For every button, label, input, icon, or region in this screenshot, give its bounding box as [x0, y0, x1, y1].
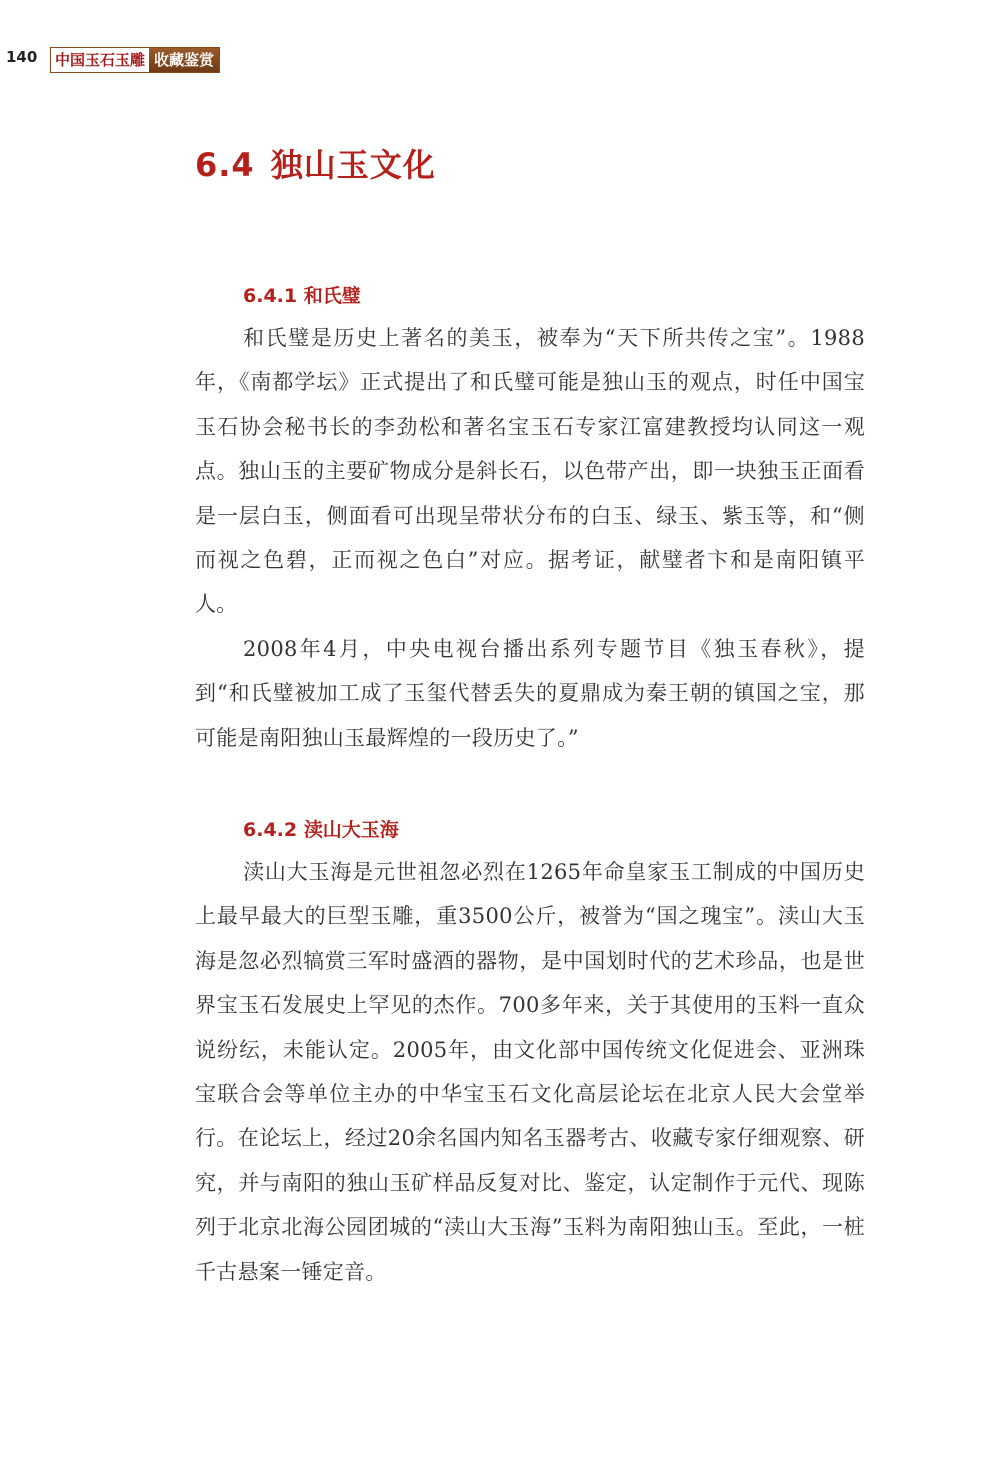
section-number: 6.4.1: [243, 285, 298, 307]
chapter-number: 6.4: [195, 146, 255, 184]
section-title-6-4-1: [243, 281, 361, 308]
series-label: 收藏鉴赏: [149, 48, 219, 72]
section-body-6-4-2: [195, 850, 865, 1294]
book-title: 中国玉石玉雕: [51, 48, 149, 72]
section-body-6-4-1: [195, 316, 865, 760]
chapter-title: [195, 140, 436, 186]
section-title-text: 渎山大玉海: [303, 819, 399, 841]
paragraph: 和氏璧是历史上著名的美玉，被奉为“天下所共传之宝”。1988年，《南都学坛》正式提出了和氏璧可能是独山玉的观点，时任中国宝玉石协会秘书长的李劲松和著名宝玉石专家江富建教授均认同这一观点。独山玉的主要矿物成分是斜长石，以色带产出，即一块独玉正面看是一层白玉，侧面看可出现呈带状分布的白玉、绿玉、紫玉等，和“侧而视之色碧，正而视之色白”对应。据考证，献璧者卞和是南阳镇平人。: [195, 326, 865, 617]
running-header: [50, 47, 220, 73]
paragraph: 2008年4月，中央电视台播出系列专题节目《独玉春秋》，提到“和氏璧被加工成了玉玺代替丢失的夏鼎成为秦王朝的镇国之宝，那可能是南阳独山玉最辉煌的一段历史了。”: [195, 636, 865, 750]
chapter-title-text: 独山玉文化: [270, 146, 436, 184]
page-number: 140: [6, 48, 38, 66]
paragraph: 渎山大玉海是元世祖忽必烈在1265年命皇家玉工制成的中国历史上最早最大的巨型玉雕，重3500公斤，被誉为“国之瑰宝”。渎山大玉海是忽必烈犒赏三军时盛酒的器物，是中国划时代的艺术珍品，也是世界宝玉石发展史上罕见的杰作。700多年来，关于其使用的玉料一直众说纷纭，未能认定。2005年，由文化部中国传统文化促进会、亚洲珠宝联合会等单位主办的中华宝玉石文化高层论坛在北京人民大会堂举行。在论坛上，经过20余名国内知名玉器考古、收藏专家仔细观察、研究，并与南阳的独山玉矿样品反复对比、鉴定，认定制作于元代、现陈列于北京北海公园团城的“渎山大玉海”玉料为南阳独山玉。至此，一桩千古悬案一锤定音。: [195, 860, 865, 1284]
section-title-6-4-2: [243, 815, 399, 842]
section-number: 6.4.2: [243, 819, 298, 841]
section-title-text: 和氏璧: [303, 285, 361, 307]
